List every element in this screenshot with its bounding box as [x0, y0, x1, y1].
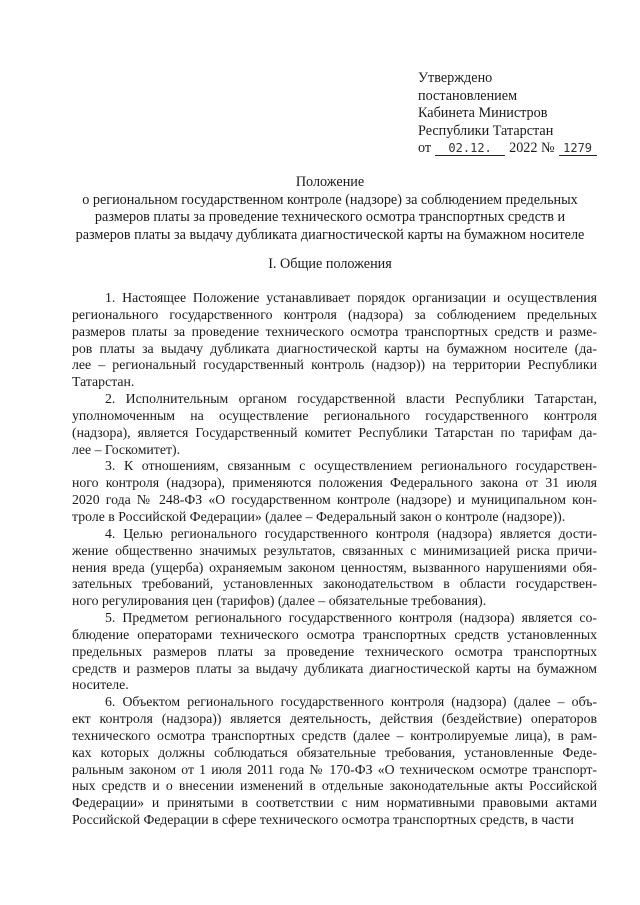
- approval-line-resolution: постановлением: [418, 87, 518, 104]
- paragraph-line: троле в Российской Федерации» (далее – Федеральный закон о контроле (надзоре)).: [72, 508, 566, 524]
- title-line-3: размеров платы за проведение технического осмотра транспортных средств и: [94, 209, 566, 225]
- paragraph-3: [72, 458, 597, 525]
- paragraph-line: ральным законом от 1 июля 2011 года № 170-ФЗ «О техническом осмотре транспорт-: [72, 761, 597, 777]
- paragraph-line: 5. Предметом регионального государственного контроля (надзора) является со-: [105, 610, 597, 626]
- paragraph-line: блюдение операторами технического осмотра транспортных средств установленных: [72, 626, 597, 642]
- paragraph-line: лее – региональный государственный контроль (надзор)) на территории Республики: [72, 357, 597, 373]
- paragraph-2: [72, 391, 597, 458]
- paragraph-4: [72, 526, 597, 610]
- paragraph-line: носителе.: [72, 677, 129, 693]
- date-prefix: от: [418, 140, 432, 156]
- approval-line-cabinet: Кабинета Министров: [418, 105, 548, 121]
- paragraph-line: жение общественно значимых результатов, связанных с минимизацией риска причи-: [72, 542, 597, 558]
- paragraph-5: [72, 610, 597, 694]
- paragraph-1: [72, 290, 597, 391]
- paragraph-line: технического осмотра транспортных средств (далее – контролируемые лица), в рам-: [72, 727, 597, 743]
- paragraph-line: ект контроля (надзора)) является деятельность, действия (бездействие) операторов: [72, 711, 597, 727]
- year-number-label: 2022 №: [509, 140, 555, 156]
- approval-stamp-block: [418, 70, 618, 158]
- approval-line-republic: Республики Татарстан: [418, 122, 554, 139]
- handwritten-number: 1279: [559, 141, 597, 156]
- paragraph-line: регионального государственного контроля (надзора) за соблюдением предельных: [72, 306, 597, 322]
- section-heading: I. Общие положения: [268, 256, 392, 272]
- paragraph-line: нения вреда (ущерба) охраняемым законом ценностям, вызванного нарушениями обя-: [72, 559, 597, 575]
- paragraph-line: ных средств и о внесении изменений в отдельные законодательные акты Российской: [72, 778, 597, 794]
- paragraph-line: ках которых должны соблюдаться обязательные требования, установленные Феде-: [72, 744, 597, 760]
- paragraph-line: средств и размеров платы за выдачу дубликата диагностической карты на бумажном: [72, 660, 597, 676]
- title-line-4: размеров платы за выдачу дубликата диагностической карты на бумажном носителе: [75, 226, 585, 243]
- paragraph-line: 1. Настоящее Положение устанавливает порядок организации и осуществления: [105, 290, 597, 305]
- paragraph-line: (надзора), является Государственный комитет Республики Татарстан по тарифам да-: [72, 424, 597, 440]
- paragraph-6: [72, 694, 597, 829]
- approval-line-approved: Утверждено: [418, 70, 493, 86]
- title-line-1: Положение: [295, 174, 365, 190]
- paragraph-line: ного регулирования цен (тарифов) (далее – обязательные требования).: [72, 593, 487, 609]
- paragraph-line: зательных требований, установленных законодательством в области государствен-: [72, 576, 597, 592]
- paragraph-line: Федерации» и принятыми в соответствии с ним нормативными правовыми актами: [72, 795, 597, 811]
- paragraph-line: размеров платы за проведение технического осмотра транспортных средств и разме-: [72, 323, 597, 339]
- paragraph-line: лее – Госкомитет).: [72, 441, 181, 457]
- paragraph-line: 3. К отношениям, связанным с осуществлением регионального государствен-: [105, 458, 597, 474]
- paragraph-line: уполномоченным на осуществление регионального государственного контроля: [72, 407, 597, 423]
- paragraph-line: ного контроля (надзора), применяются положения Федерального закона от 31 июля: [72, 475, 597, 491]
- title-line-2: о региональном государственном контроле (надзоре) за соблюдением предельных: [82, 191, 578, 208]
- paragraph-line: Российской Федерации в сфере технического осмотра транспортных средств, в части: [72, 812, 574, 828]
- paragraph-line: Татарстан.: [72, 374, 135, 390]
- document-title: [60, 174, 600, 244]
- body-text: [72, 290, 597, 829]
- paragraph-line: ров платы за выдачу дубликата диагностической карты на бумажном носителе (да-: [72, 340, 597, 356]
- handwritten-date: 02.12.: [435, 141, 505, 156]
- paragraph-line: 2020 года № 248-ФЗ «О государственном контроле (надзоре) и муниципальном кон-: [72, 492, 597, 508]
- approval-date-line: [418, 140, 618, 158]
- paragraph-line: предельных размеров платы за проведение технического осмотра транспортных: [72, 643, 597, 659]
- paragraph-line: 2. Исполнительным органом государственной власти Республики Татарстан,: [105, 391, 597, 407]
- paragraph-line: 6. Объектом регионального государственного контроля (надзора) (далее – объ-: [105, 694, 597, 710]
- paragraph-line: 4. Целью регионального государственного контроля (надзора) является дости-: [105, 525, 597, 541]
